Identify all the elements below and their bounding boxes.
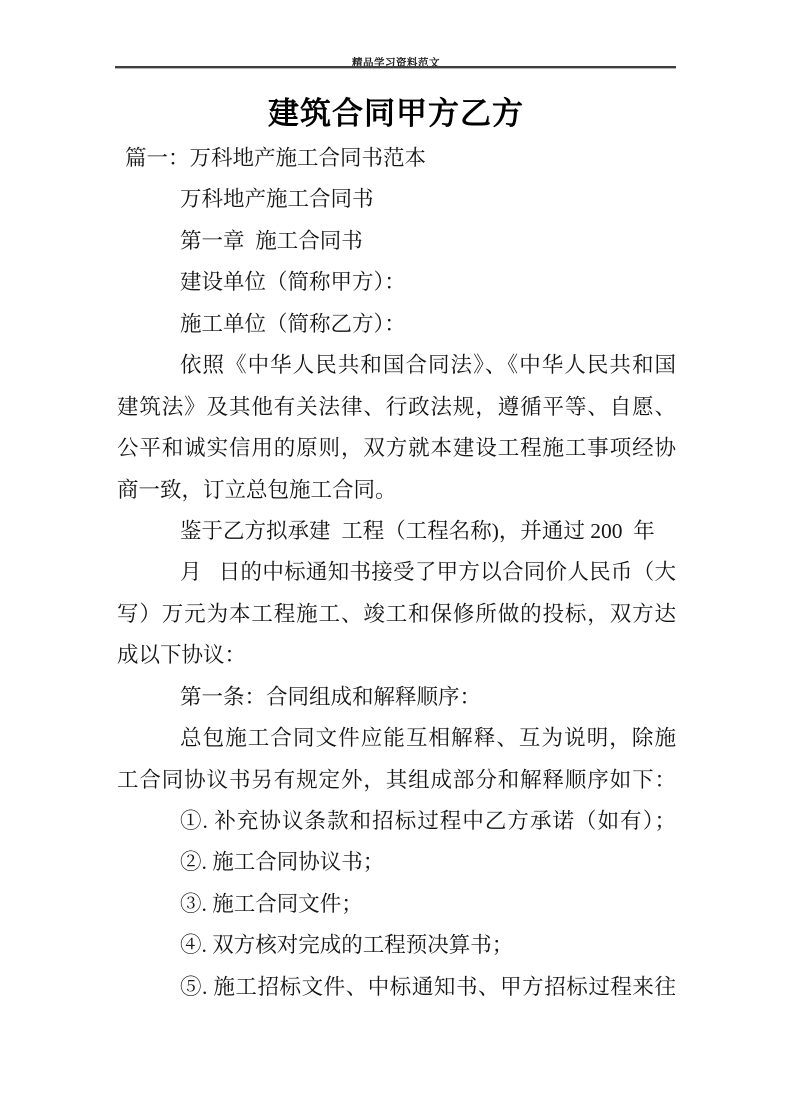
body-line: 第一章 施工合同书: [180, 228, 363, 253]
body-line: ③. 施工合同文件；: [180, 891, 363, 916]
document-body: [117, 138, 676, 1008]
body-line: 建筑法》及其他有关法律、行政法规，遵循平等、自愿、: [117, 394, 676, 419]
body-line: 第一条：合同组成和解释顺序：: [180, 684, 482, 709]
body-line: ②. 施工合同协议书；: [180, 850, 385, 875]
body-line: 工合同协议书另有规定外，其组成部分和解释顺序如下：: [117, 767, 676, 792]
header-watermark: 精品学习资料范文: [352, 58, 440, 69]
body-line: 总包施工合同文件应能互相解释、互为说明，除施: [180, 726, 676, 751]
body-line: 月 日的中标通知书接受了甲方以合同价人民币（大: [180, 560, 676, 585]
header-rule: [115, 66, 676, 69]
body-line: 公平和诚实信用的原则，双方就本建设工程施工事项经协: [117, 436, 676, 461]
body-line: 依照《中华人民共和国合同法》、《中华人民共和国: [180, 353, 676, 378]
body-line: ⑤. 施工招标文件、中标通知书、甲方招标过程来往: [180, 974, 676, 999]
body-line: ④. 双方核对完成的工程预决算书；: [180, 933, 514, 958]
body-line: 施工单位（简称乙方）：: [180, 311, 406, 336]
body-line: 建设单位（简称甲方）：: [180, 270, 406, 295]
body-line: 鉴于乙方拟承建 工程（工程名称)，并通过 200 年: [180, 518, 655, 543]
page-title: 建筑合同甲方乙方: [268, 96, 524, 131]
body-line: 万科地产施工合同书: [180, 187, 374, 212]
body-line: ①. 补充协议条款和招标过程中乙方承诺（如有）；: [180, 809, 676, 833]
body-line: 篇一：万科地产施工合同书范本: [125, 146, 427, 170]
body-line: 写）万元为本工程施工、竣工和保修所做的投标，双方达: [117, 601, 676, 626]
body-line: 商一致，订立总包施工合同。: [117, 477, 397, 502]
body-line: 成以下协议：: [117, 643, 247, 668]
